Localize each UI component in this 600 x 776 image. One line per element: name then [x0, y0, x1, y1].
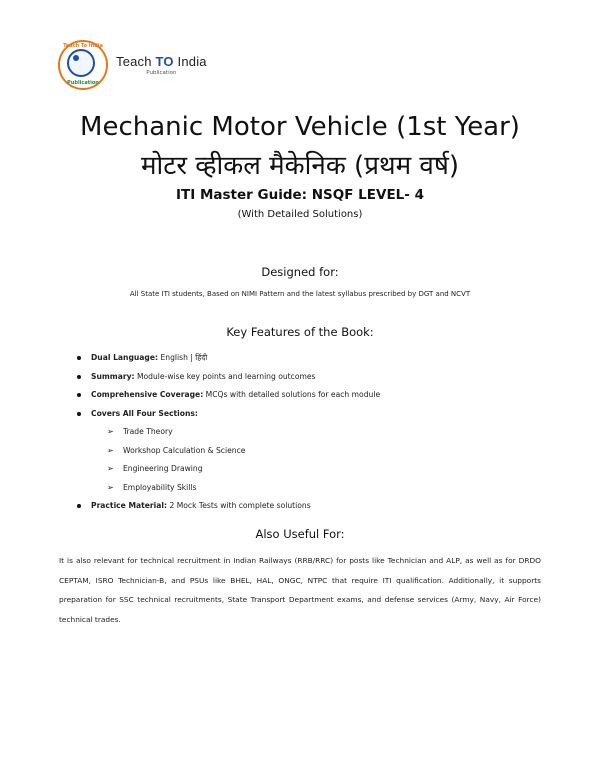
list-item: [77, 352, 537, 371]
chakra-hub: [73, 55, 79, 61]
list-item: [77, 408, 537, 427]
feature-text: Module-wise key points and learning outcomes: [134, 371, 316, 381]
book-subtitle: ITI Master Guide: NSQF LEVEL- 4: [176, 187, 424, 203]
seal-ring-bottom: Publication: [67, 80, 99, 86]
arrow-bullet-icon: ➢: [107, 464, 114, 473]
designed-for-heading: Designed for:: [261, 265, 339, 279]
designed-for-text: All State ITI students, Based on NIMI Pattern and the latest syllabus prescribed by DGT and NCVT: [129, 290, 471, 298]
bullet-icon: [77, 504, 81, 508]
list-item: [77, 500, 537, 519]
bullet-icon: [77, 412, 81, 416]
feature-label: Covers All Four Sections:: [91, 408, 198, 418]
list-item: [77, 371, 537, 390]
also-useful-heading: Also Useful For:: [255, 527, 345, 541]
book-title-english: Mechanic Motor Vehicle (1st Year): [80, 112, 520, 142]
section-item: [77, 445, 537, 464]
feature-label: Practice Material:: [91, 501, 168, 510]
feature-text: English | हिंदी: [158, 353, 208, 362]
feature-label: Summary:: [91, 371, 135, 381]
brand-name-a: Teach: [116, 54, 156, 69]
arrow-bullet-icon: ➢: [107, 427, 114, 436]
section-item: [77, 463, 537, 482]
seal-ring-top: Teach To India: [63, 43, 103, 49]
brand-publication: Publication: [146, 70, 177, 76]
feature-label: Dual Language:: [91, 353, 159, 362]
feature-text: 2 Mock Tests with complete solutions: [167, 501, 311, 510]
book-title-hindi: मोटर व्हीकल मैकेनिक (प्रथम वर्ष): [140, 151, 460, 181]
section-label: Trade Theory: [123, 427, 173, 436]
key-features-heading: Key Features of the Book:: [226, 325, 374, 339]
arrow-bullet-icon: ➢: [107, 482, 114, 492]
list-item: [77, 389, 537, 408]
feature-label: Comprehensive Coverage:: [91, 390, 204, 399]
brand-name-to: TO: [155, 54, 174, 69]
section-label: Employability Skills: [123, 482, 197, 492]
feature-text: MCQs with detailed solutions for each module: [203, 390, 381, 399]
section-item: [77, 482, 537, 501]
bullet-icon: [77, 356, 81, 360]
brand-name-c: India: [173, 54, 207, 69]
bullet-icon: [77, 393, 81, 397]
book-subnote: (With Detailed Solutions): [237, 209, 363, 220]
key-features-list: [77, 352, 537, 519]
seal-icon: [58, 40, 108, 90]
brand-name: [116, 54, 207, 69]
section-item: [77, 426, 537, 445]
bullet-icon: [77, 375, 81, 379]
chakra-icon: [67, 49, 95, 77]
section-label: Engineering Drawing: [123, 464, 203, 473]
also-useful-text: It is also relevant for technical recruitment in Indian Railways (RRB/RRC) for posts like Technician and ALP, as well as for DRDO CEPTAM, ISRO Technician-B, and PSUs like BHEL, HAL, ONGC, NTPC that require ITI qualification. Additionally, it supports preparation for SSC technical recruitments, State Transport Department exams, and defense services (Army, Navy, Air Force) technical trades.: [59, 556, 541, 624]
arrow-bullet-icon: ➢: [107, 445, 114, 455]
section-label: Workshop Calculation & Science: [123, 445, 246, 455]
publisher-logo: [58, 40, 207, 90]
brand-text: [116, 54, 207, 76]
